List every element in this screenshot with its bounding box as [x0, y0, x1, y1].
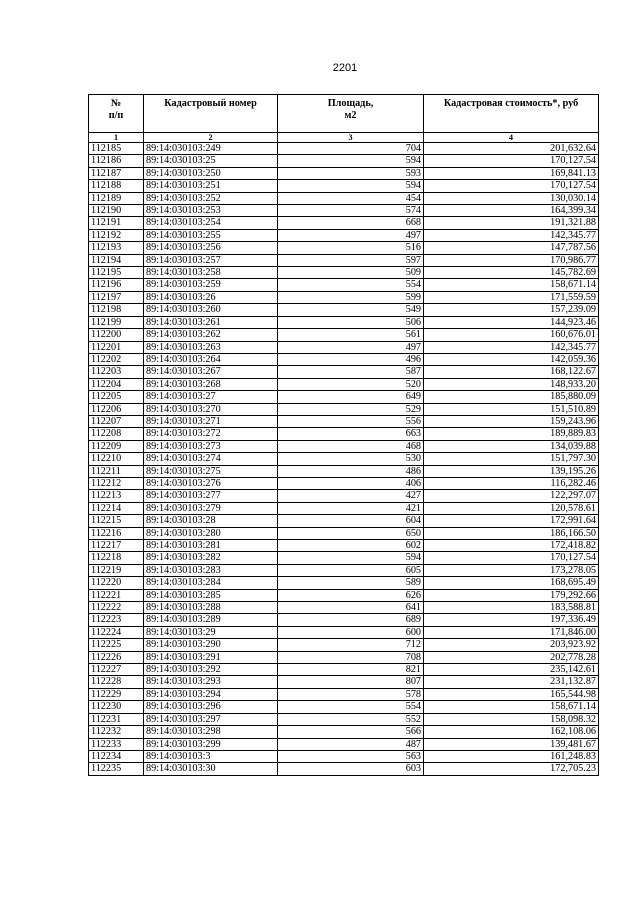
table-body — [89, 143, 599, 776]
area-value: 406 — [278, 477, 424, 489]
table-row — [89, 217, 599, 229]
area-value: 600 — [278, 626, 424, 638]
table-row — [89, 639, 599, 651]
row-index: 112195 — [89, 267, 144, 279]
table-row — [89, 564, 599, 576]
row-index: 112203 — [89, 366, 144, 378]
cadastral-value: 171,846.00 — [424, 626, 599, 638]
cadastral-value: 191,321.88 — [424, 217, 599, 229]
cadastral-value: 158,671.14 — [424, 279, 599, 291]
cadastral-table — [88, 94, 599, 776]
table-row — [89, 490, 599, 502]
row-index: 112215 — [89, 515, 144, 527]
cadastral-value: 185,880.09 — [424, 391, 599, 403]
cadastral-number: 89:14:030103:27 — [144, 391, 278, 403]
table-row — [89, 453, 599, 465]
area-value: 593 — [278, 167, 424, 179]
area-value: 599 — [278, 291, 424, 303]
row-index: 112235 — [89, 763, 144, 775]
cadastral-number: 89:14:030103:30 — [144, 763, 278, 775]
table-row — [89, 676, 599, 688]
table-row — [89, 552, 599, 564]
area-value: 668 — [278, 217, 424, 229]
cadastral-value: 197,336.49 — [424, 614, 599, 626]
area-value: 421 — [278, 502, 424, 514]
cadastral-value: 147,787.56 — [424, 242, 599, 254]
row-index: 112221 — [89, 589, 144, 601]
row-index: 112216 — [89, 527, 144, 539]
cadastral-number: 89:14:030103:285 — [144, 589, 278, 601]
area-value: 594 — [278, 180, 424, 192]
cadastral-value: 171,559.59 — [424, 291, 599, 303]
cadastral-number: 89:14:030103:3 — [144, 750, 278, 762]
table-row — [89, 664, 599, 676]
cadastral-number: 89:14:030103:263 — [144, 341, 278, 353]
cadastral-value: 170,127.54 — [424, 552, 599, 564]
row-index: 112193 — [89, 242, 144, 254]
area-value: 704 — [278, 143, 424, 155]
area-value: 589 — [278, 577, 424, 589]
area-value: 597 — [278, 254, 424, 266]
header-row — [89, 95, 599, 133]
row-index: 112207 — [89, 415, 144, 427]
table-row — [89, 440, 599, 452]
cadastral-number: 89:14:030103:258 — [144, 267, 278, 279]
cadastral-value: 157,239.09 — [424, 304, 599, 316]
cadastral-number: 89:14:030103:281 — [144, 540, 278, 552]
cadastral-value: 148,933.20 — [424, 378, 599, 390]
area-value: 520 — [278, 378, 424, 390]
table-row — [89, 589, 599, 601]
column-number: 3 — [278, 133, 424, 143]
row-index: 112188 — [89, 180, 144, 192]
area-value: 516 — [278, 242, 424, 254]
cadastral-number: 89:14:030103:280 — [144, 527, 278, 539]
area-value: 712 — [278, 639, 424, 651]
row-index: 112190 — [89, 205, 144, 217]
cadastral-value: 170,127.54 — [424, 180, 599, 192]
area-value: 587 — [278, 366, 424, 378]
row-index: 112229 — [89, 688, 144, 700]
area-value: 554 — [278, 279, 424, 291]
area-value: 486 — [278, 465, 424, 477]
table-row — [89, 415, 599, 427]
table-row — [89, 527, 599, 539]
row-index: 112231 — [89, 713, 144, 725]
table-row — [89, 540, 599, 552]
row-index: 112210 — [89, 453, 144, 465]
cadastral-value: 139,481.67 — [424, 738, 599, 750]
area-value: 529 — [278, 403, 424, 415]
row-index: 112194 — [89, 254, 144, 266]
row-index: 112226 — [89, 651, 144, 663]
area-value: 487 — [278, 738, 424, 750]
table-row — [89, 378, 599, 390]
column-number-row — [89, 133, 599, 143]
area-value: 563 — [278, 750, 424, 762]
area-value: 530 — [278, 453, 424, 465]
row-index: 112223 — [89, 614, 144, 626]
cadastral-number: 89:14:030103:251 — [144, 180, 278, 192]
cadastral-value: 142,059.36 — [424, 353, 599, 365]
cadastral-number: 89:14:030103:288 — [144, 602, 278, 614]
table-row — [89, 279, 599, 291]
cadastral-value: 173,278.05 — [424, 564, 599, 576]
table-row — [89, 366, 599, 378]
row-index: 112214 — [89, 502, 144, 514]
table-row — [89, 155, 599, 167]
cadastral-number: 89:14:030103:276 — [144, 477, 278, 489]
table-row — [89, 229, 599, 241]
cadastral-number: 89:14:030103:289 — [144, 614, 278, 626]
cadastral-number: 89:14:030103:270 — [144, 403, 278, 415]
cadastral-value: 158,671.14 — [424, 701, 599, 713]
area-value: 602 — [278, 540, 424, 552]
column-number: 1 — [89, 133, 144, 143]
row-index: 112232 — [89, 726, 144, 738]
table-row — [89, 701, 599, 713]
row-index: 112222 — [89, 602, 144, 614]
area-value: 603 — [278, 763, 424, 775]
cadastral-value: 134,039.88 — [424, 440, 599, 452]
cadastral-number: 89:14:030103:292 — [144, 664, 278, 676]
table-row — [89, 254, 599, 266]
cadastral-number: 89:14:030103:275 — [144, 465, 278, 477]
cadastral-value: 172,418.82 — [424, 540, 599, 552]
table-row — [89, 304, 599, 316]
cadastral-number: 89:14:030103:290 — [144, 639, 278, 651]
row-index: 112230 — [89, 701, 144, 713]
row-index: 112218 — [89, 552, 144, 564]
area-value: 578 — [278, 688, 424, 700]
area-value: 468 — [278, 440, 424, 452]
cadastral-value: 139,195.26 — [424, 465, 599, 477]
cadastral-value: 179,292.66 — [424, 589, 599, 601]
cadastral-number: 89:14:030103:272 — [144, 428, 278, 440]
table-row — [89, 167, 599, 179]
cadastral-value: 172,705.23 — [424, 763, 599, 775]
cadastral-value: 183,588.81 — [424, 602, 599, 614]
table-row — [89, 515, 599, 527]
cadastral-value: 120,578.61 — [424, 502, 599, 514]
cadastral-value: 162,108.06 — [424, 726, 599, 738]
cadastral-number: 89:14:030103:267 — [144, 366, 278, 378]
area-value: 561 — [278, 329, 424, 341]
row-index: 112205 — [89, 391, 144, 403]
row-index: 112189 — [89, 192, 144, 204]
cadastral-value: 142,345.77 — [424, 341, 599, 353]
row-index: 112212 — [89, 477, 144, 489]
table-row — [89, 353, 599, 365]
cadastral-value: 159,243.96 — [424, 415, 599, 427]
area-value: 594 — [278, 155, 424, 167]
cadastral-value: 151,510.89 — [424, 403, 599, 415]
cadastral-value: 169,841.13 — [424, 167, 599, 179]
table-row — [89, 738, 599, 750]
cadastral-value: 144,923.46 — [424, 316, 599, 328]
cadastral-number: 89:14:030103:271 — [144, 415, 278, 427]
cadastral-number: 89:14:030103:279 — [144, 502, 278, 514]
cadastral-number: 89:14:030103:282 — [144, 552, 278, 564]
cadastral-number: 89:14:030103:283 — [144, 564, 278, 576]
cadastral-number: 89:14:030103:297 — [144, 713, 278, 725]
cadastral-number: 89:14:030103:254 — [144, 217, 278, 229]
cadastral-value: 189,889.83 — [424, 428, 599, 440]
table-row — [89, 143, 599, 155]
header-index: № п/п — [89, 95, 144, 133]
area-value: 497 — [278, 341, 424, 353]
table-row — [89, 291, 599, 303]
column-number: 2 — [144, 133, 278, 143]
cadastral-value: 116,282.46 — [424, 477, 599, 489]
cadastral-value: 202,778.28 — [424, 651, 599, 663]
cadastral-value: 168,695.49 — [424, 577, 599, 589]
cadastral-number: 89:14:030103:296 — [144, 701, 278, 713]
area-value: 626 — [278, 589, 424, 601]
table-row — [89, 341, 599, 353]
area-value: 506 — [278, 316, 424, 328]
cadastral-number: 89:14:030103:249 — [144, 143, 278, 155]
row-index: 112196 — [89, 279, 144, 291]
cadastral-number: 89:14:030103:273 — [144, 440, 278, 452]
row-index: 112185 — [89, 143, 144, 155]
area-value: 821 — [278, 664, 424, 676]
cadastral-number: 89:14:030103:255 — [144, 229, 278, 241]
table-row — [89, 205, 599, 217]
row-index: 112220 — [89, 577, 144, 589]
cadastral-value: 164,399.34 — [424, 205, 599, 217]
table-row — [89, 465, 599, 477]
row-index: 112228 — [89, 676, 144, 688]
table-row — [89, 713, 599, 725]
cadastral-value: 235,142.61 — [424, 664, 599, 676]
cadastral-number: 89:14:030103:25 — [144, 155, 278, 167]
table-row — [89, 726, 599, 738]
cadastral-number: 89:14:030103:293 — [144, 676, 278, 688]
area-value: 605 — [278, 564, 424, 576]
cadastral-number: 89:14:030103:259 — [144, 279, 278, 291]
cadastral-number: 89:14:030103:264 — [144, 353, 278, 365]
area-value: 649 — [278, 391, 424, 403]
area-value: 708 — [278, 651, 424, 663]
table-row — [89, 267, 599, 279]
area-value: 574 — [278, 205, 424, 217]
table-row — [89, 242, 599, 254]
area-value: 497 — [278, 229, 424, 241]
cadastral-number: 89:14:030103:257 — [144, 254, 278, 266]
table-row — [89, 750, 599, 762]
cadastral-number: 89:14:030103:298 — [144, 726, 278, 738]
row-index: 112219 — [89, 564, 144, 576]
row-index: 112206 — [89, 403, 144, 415]
cadastral-number: 89:14:030103:291 — [144, 651, 278, 663]
row-index: 112202 — [89, 353, 144, 365]
cadastral-number: 89:14:030103:299 — [144, 738, 278, 750]
row-index: 112211 — [89, 465, 144, 477]
header-cadastral-value: Кадастровая стоимость*, руб — [424, 95, 599, 133]
cadastral-number: 89:14:030103:261 — [144, 316, 278, 328]
cadastral-number: 89:14:030103:294 — [144, 688, 278, 700]
row-index: 112201 — [89, 341, 144, 353]
table-row — [89, 502, 599, 514]
cadastral-value: 231,132.87 — [424, 676, 599, 688]
table-row — [89, 477, 599, 489]
header-area: Площадь, м2 — [278, 95, 424, 133]
cadastral-value: 172,991.64 — [424, 515, 599, 527]
cadastral-value: 168,122.67 — [424, 366, 599, 378]
row-index: 112217 — [89, 540, 144, 552]
row-index: 112200 — [89, 329, 144, 341]
cadastral-number: 89:14:030103:284 — [144, 577, 278, 589]
cadastral-value: 142,345.77 — [424, 229, 599, 241]
area-value: 807 — [278, 676, 424, 688]
row-index: 112233 — [89, 738, 144, 750]
row-index: 112197 — [89, 291, 144, 303]
area-value: 454 — [278, 192, 424, 204]
area-value: 650 — [278, 527, 424, 539]
table-row — [89, 688, 599, 700]
table-row — [89, 602, 599, 614]
cadastral-value: 160,676.01 — [424, 329, 599, 341]
cadastral-number: 89:14:030103:250 — [144, 167, 278, 179]
area-value: 566 — [278, 726, 424, 738]
table-row — [89, 180, 599, 192]
area-value: 554 — [278, 701, 424, 713]
row-index: 112209 — [89, 440, 144, 452]
cadastral-number: 89:14:030103:253 — [144, 205, 278, 217]
cadastral-value: 170,127.54 — [424, 155, 599, 167]
cadastral-number: 89:14:030103:262 — [144, 329, 278, 341]
table-row — [89, 329, 599, 341]
row-index: 112191 — [89, 217, 144, 229]
table-row — [89, 391, 599, 403]
cadastral-value: 122,297.07 — [424, 490, 599, 502]
cadastral-value: 201,632.64 — [424, 143, 599, 155]
area-value: 604 — [278, 515, 424, 527]
cadastral-value: 170,986.77 — [424, 254, 599, 266]
row-index: 112186 — [89, 155, 144, 167]
cadastral-value: 203,923.92 — [424, 639, 599, 651]
cadastral-number: 89:14:030103:28 — [144, 515, 278, 527]
row-index: 112224 — [89, 626, 144, 638]
table-row — [89, 651, 599, 663]
table-row — [89, 614, 599, 626]
row-index: 112198 — [89, 304, 144, 316]
table-row — [89, 428, 599, 440]
area-value: 509 — [278, 267, 424, 279]
area-value: 689 — [278, 614, 424, 626]
cadastral-number: 89:14:030103:260 — [144, 304, 278, 316]
cadastral-number: 89:14:030103:29 — [144, 626, 278, 638]
cadastral-value: 165,544.98 — [424, 688, 599, 700]
table-row — [89, 763, 599, 775]
cadastral-value: 161,248.83 — [424, 750, 599, 762]
area-value: 663 — [278, 428, 424, 440]
row-index: 112208 — [89, 428, 144, 440]
row-index: 112227 — [89, 664, 144, 676]
table-row — [89, 626, 599, 638]
cadastral-number: 89:14:030103:274 — [144, 453, 278, 465]
table-row — [89, 403, 599, 415]
row-index: 112234 — [89, 750, 144, 762]
row-index: 112213 — [89, 490, 144, 502]
area-value: 496 — [278, 353, 424, 365]
row-index: 112199 — [89, 316, 144, 328]
page-number: 2201 — [332, 62, 358, 74]
area-value: 427 — [278, 490, 424, 502]
cadastral-number: 89:14:030103:26 — [144, 291, 278, 303]
area-value: 556 — [278, 415, 424, 427]
row-index: 112225 — [89, 639, 144, 651]
column-number: 4 — [424, 133, 599, 143]
area-value: 641 — [278, 602, 424, 614]
cadastral-number: 89:14:030103:268 — [144, 378, 278, 390]
cadastral-number: 89:14:030103:256 — [144, 242, 278, 254]
cadastral-value: 145,782.69 — [424, 267, 599, 279]
cadastral-value: 186,166.50 — [424, 527, 599, 539]
cadastral-value: 158,098.32 — [424, 713, 599, 725]
area-value: 594 — [278, 552, 424, 564]
area-value: 552 — [278, 713, 424, 725]
table-row — [89, 192, 599, 204]
table-row — [89, 316, 599, 328]
cadastral-value: 130,030.14 — [424, 192, 599, 204]
area-value: 549 — [278, 304, 424, 316]
cadastral-number: 89:14:030103:252 — [144, 192, 278, 204]
table-row — [89, 577, 599, 589]
row-index: 112187 — [89, 167, 144, 179]
row-index: 112204 — [89, 378, 144, 390]
cadastral-number: 89:14:030103:277 — [144, 490, 278, 502]
row-index: 112192 — [89, 229, 144, 241]
cadastral-value: 151,797.30 — [424, 453, 599, 465]
header-cadastral-number: Кадастровый номер — [144, 95, 278, 133]
